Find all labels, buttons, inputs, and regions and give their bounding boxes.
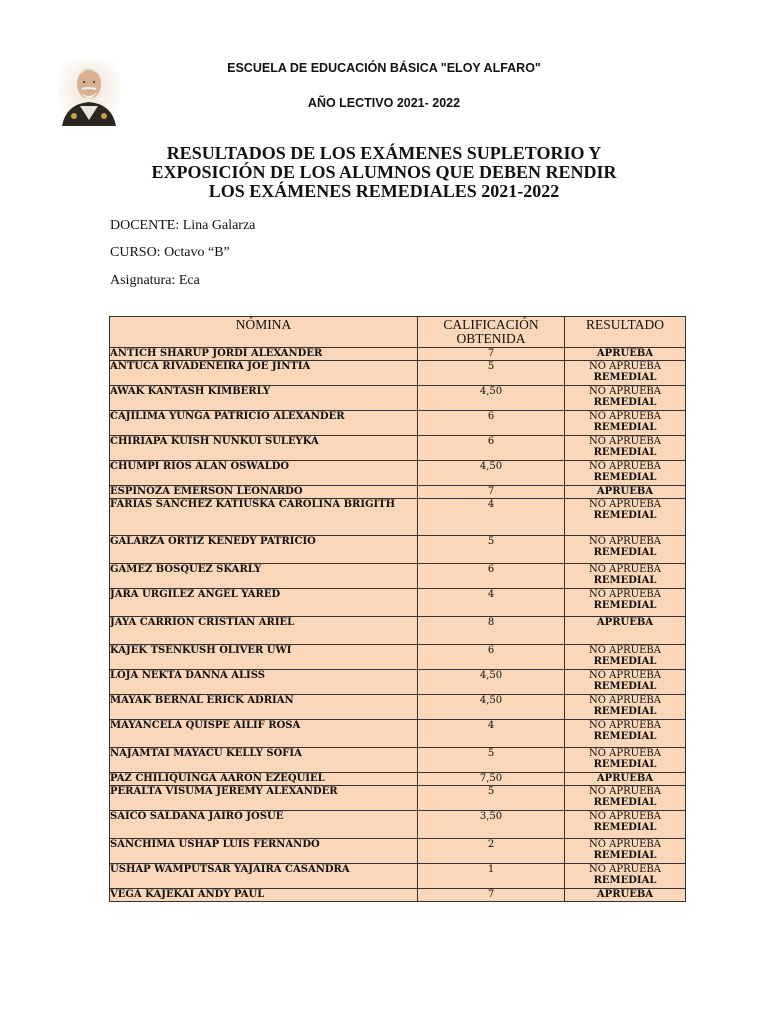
result-status: NO APRUEBA: [589, 536, 661, 547]
result-label: REMEDIAL: [593, 422, 657, 433]
student-grade: 4,50: [418, 695, 565, 720]
result-label: APRUEBA: [596, 486, 654, 497]
result-label: REMEDIAL: [593, 575, 657, 586]
student-result: [565, 348, 686, 361]
result-label: REMEDIAL: [593, 850, 657, 861]
student-name: ANTICH SHARUP JORDI ALEXANDER: [110, 348, 418, 361]
table-row: [110, 589, 686, 617]
result-status: NO APRUEBA: [589, 436, 661, 447]
title-line: EXPOSICIÓN DE LOS ALUMNOS QUE DEBEN RENDIR: [151, 162, 617, 182]
result-label: APRUEBA: [596, 348, 654, 359]
table-row: [110, 617, 686, 645]
student-result: [565, 411, 686, 436]
table-body: [110, 348, 686, 902]
result-label: REMEDIAL: [593, 681, 657, 692]
student-grade: 7: [418, 889, 565, 902]
result-label: REMEDIAL: [593, 875, 657, 886]
table-row: [110, 695, 686, 720]
result-label: REMEDIAL: [593, 731, 657, 742]
table-row: [110, 839, 686, 864]
student-name: USHAP WAMPUTSAR YAJAIRA CASANDRA: [110, 864, 418, 889]
student-grade: 6: [418, 645, 565, 670]
student-result: [565, 436, 686, 461]
student-name: SAICO SALDAÑA JAIRO JOSUE: [110, 811, 418, 839]
table-header-row: [110, 317, 686, 348]
result-status: NO APRUEBA: [589, 589, 661, 600]
student-name: LOJA NEKTA DANNA ALISS: [110, 670, 418, 695]
table-row: [110, 361, 686, 386]
student-grade: 4,50: [418, 670, 565, 695]
result-status: NO APRUEBA: [589, 645, 661, 656]
result-label: APRUEBA: [596, 889, 654, 900]
result-label: REMEDIAL: [593, 759, 657, 770]
student-name: JAYA CARRION CRISTIAN ARIEL: [110, 617, 418, 645]
table-row: [110, 536, 686, 564]
student-result: [565, 486, 686, 499]
student-result: [565, 811, 686, 839]
student-result: [565, 670, 686, 695]
student-grade: 4: [418, 589, 565, 617]
result-status: NO APRUEBA: [589, 461, 661, 472]
student-result: [565, 773, 686, 786]
student-result: [565, 589, 686, 617]
title-line: LOS EXÁMENES REMEDIALES 2021-2022: [208, 181, 560, 201]
teacher-label: DOCENTE: Lina Galarza: [110, 218, 256, 233]
student-name: AWAK KANTASH KIMBERLY: [110, 386, 418, 411]
result-label: REMEDIAL: [593, 822, 657, 833]
student-name: MAYANCELA QUISPE AILIF ROSA: [110, 720, 418, 748]
student-result: [565, 864, 686, 889]
table-row: [110, 811, 686, 839]
table-row: [110, 564, 686, 589]
result-label: REMEDIAL: [593, 510, 657, 521]
result-label: REMEDIAL: [593, 600, 657, 611]
student-grade: 8: [418, 617, 565, 645]
student-name: GAMEZ BOSQUEZ SKARLY: [110, 564, 418, 589]
school-name: ESCUELA DE EDUCACIÓN BÁSICA "ELOY ALFARO": [227, 61, 541, 75]
result-status: NO APRUEBA: [589, 499, 661, 510]
student-grade: 7: [418, 348, 565, 361]
student-name: VEGA KAJEKAI ANDY PAUL: [110, 889, 418, 902]
table-row: [110, 436, 686, 461]
result-status: NO APRUEBA: [589, 786, 661, 797]
student-name: KAJEK TSENKUSH OLIVER UWI: [110, 645, 418, 670]
document-title: [108, 144, 660, 201]
student-grade: 4,50: [418, 461, 565, 486]
result-status: NO APRUEBA: [589, 361, 661, 372]
header-nomina: NÓMINA: [110, 317, 418, 348]
student-name: MAYAK BERNAL ERICK ADRIAN: [110, 695, 418, 720]
student-grade: 4: [418, 499, 565, 536]
student-result: [565, 786, 686, 811]
table-row: [110, 670, 686, 695]
student-grade: 5: [418, 536, 565, 564]
course-label: CURSO: Octavo “B”: [110, 245, 230, 260]
student-name: SANCHIMA USHAP LUIS FERNANDO: [110, 839, 418, 864]
student-name: ANTUCA RIVADENEIRA JOE JINTIA: [110, 361, 418, 386]
result-status: NO APRUEBA: [589, 720, 661, 731]
student-grade: 1: [418, 864, 565, 889]
student-grade: 5: [418, 361, 565, 386]
result-label: REMEDIAL: [593, 472, 657, 483]
student-name: PERALTA VISUMA JEREMY ALEXANDER: [110, 786, 418, 811]
student-grade: 5: [418, 748, 565, 773]
school-year: AÑO LECTIVO 2021- 2022: [307, 96, 461, 110]
table-row: [110, 348, 686, 361]
student-result: [565, 386, 686, 411]
student-name: CAJILIMA YUNGA PATRICIO ALEXANDER: [110, 411, 418, 436]
student-grade: 3,50: [418, 811, 565, 839]
result-label: REMEDIAL: [593, 547, 657, 558]
table-row: [110, 748, 686, 773]
student-grade: 2: [418, 839, 565, 864]
student-grade: 4,50: [418, 386, 565, 411]
table-row: [110, 486, 686, 499]
student-result: [565, 748, 686, 773]
result-status: NO APRUEBA: [589, 670, 661, 681]
result-status: NO APRUEBA: [589, 564, 661, 575]
student-result: [565, 617, 686, 645]
student-name: ESPINOZA EMERSON LEONARDO: [110, 486, 418, 499]
student-name: GALARZA ORTIZ KENEDY PATRICIO: [110, 536, 418, 564]
result-label: APRUEBA: [596, 617, 654, 628]
table-row: [110, 864, 686, 889]
student-name: CHUMPI RIOS ALAN OSWALDO: [110, 461, 418, 486]
student-result: [565, 499, 686, 536]
title-line: RESULTADOS DE LOS EXÁMENES SUPLETORIO Y: [166, 143, 602, 163]
student-name: JARA URGILEZ ANGEL YARED: [110, 589, 418, 617]
student-result: [565, 645, 686, 670]
result-status: NO APRUEBA: [589, 411, 661, 422]
table-row: [110, 786, 686, 811]
result-label: REMEDIAL: [593, 797, 657, 808]
result-status: NO APRUEBA: [589, 864, 661, 875]
student-grade: 6: [418, 564, 565, 589]
table-row: [110, 720, 686, 748]
student-name: CHIRIAPA KUISH NUNKUI SULEYKA: [110, 436, 418, 461]
result-label: REMEDIAL: [593, 447, 657, 458]
header-resultado: RESULTADO: [565, 317, 686, 348]
result-label: REMEDIAL: [593, 372, 657, 383]
table-row: [110, 461, 686, 486]
student-name: NAJAMTAI MAYACU KELLY SOFIA: [110, 748, 418, 773]
portrait-logo: [58, 60, 120, 126]
table-row: [110, 773, 686, 786]
student-grade: 4: [418, 720, 565, 748]
student-grade: 5: [418, 786, 565, 811]
student-result: [565, 720, 686, 748]
student-grade: 7,50: [418, 773, 565, 786]
student-result: [565, 695, 686, 720]
student-result: [565, 839, 686, 864]
table-row: [110, 386, 686, 411]
result-status: NO APRUEBA: [589, 386, 661, 397]
result-status: NO APRUEBA: [589, 748, 661, 759]
student-result: [565, 564, 686, 589]
student-grade: 6: [418, 436, 565, 461]
student-result: [565, 361, 686, 386]
result-status: NO APRUEBA: [589, 695, 661, 706]
table-row: [110, 411, 686, 436]
student-result: [565, 536, 686, 564]
result-label: REMEDIAL: [593, 656, 657, 667]
header-calificacion: CALIFICACIÓN OBTENIDA: [418, 317, 565, 348]
table-row: [110, 645, 686, 670]
table-row: [110, 889, 686, 902]
table-row: [110, 499, 686, 536]
result-label: APRUEBA: [596, 773, 654, 784]
student-result: [565, 889, 686, 902]
student-name: PAZ CHILIQUINGA AARON EZEQUIEL: [110, 773, 418, 786]
results-table: [109, 316, 686, 902]
result-label: REMEDIAL: [593, 706, 657, 717]
student-grade: 7: [418, 486, 565, 499]
subject-label: Asignatura: Eca: [110, 273, 200, 288]
student-grade: 6: [418, 411, 565, 436]
student-result: [565, 461, 686, 486]
result-status: NO APRUEBA: [589, 839, 661, 850]
result-status: NO APRUEBA: [589, 811, 661, 822]
result-label: REMEDIAL: [593, 397, 657, 408]
student-name: FARIAS SANCHEZ KATIUSKA CAROLINA BRIGITH: [110, 499, 418, 536]
